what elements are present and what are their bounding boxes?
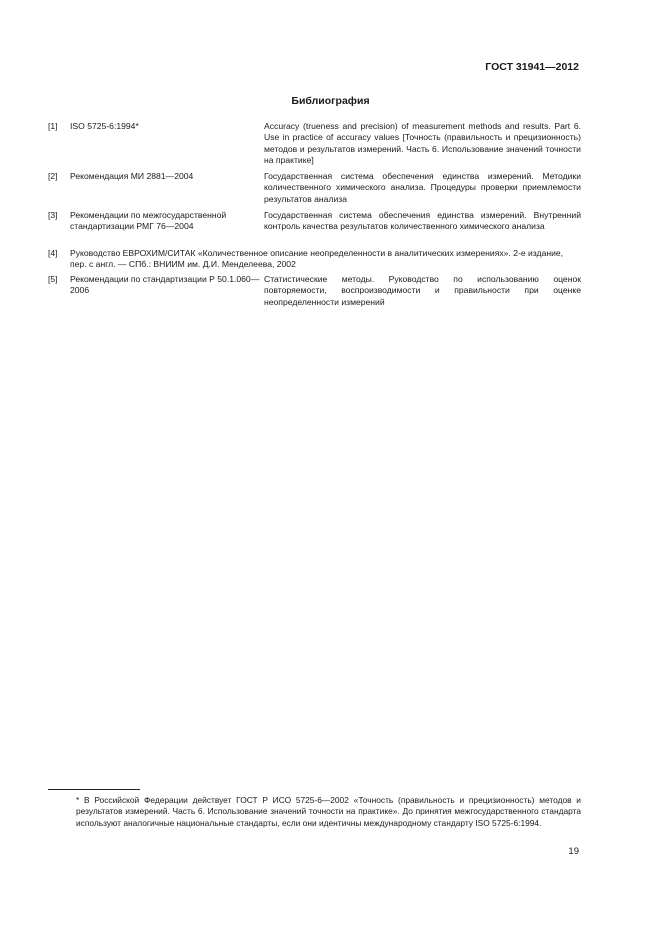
entry-number: [5] [48, 274, 58, 284]
footnote-text: * В Российской Федерации действует ГОСТ Р ИСО 5725-6—2002 «Точность (правильность и прецизионность) методов и результатов измерений. Часть 6. Использование значений точности на практике». До принятия межгосударственного стандарта используют аналогичные национальные стандарты, если они идентичны международному стандарту ISO 5725-6:1994. [76, 795, 581, 828]
footnote-separator [48, 789, 140, 790]
entry-description: Государственная система обеспечения единства измерений. Методики количественного химического анализа. Процедуры проверки приемлемости результатов анализа [264, 171, 581, 204]
entry-number: [3] [48, 210, 58, 220]
entry-full-text: Руководство ЕВРОХИМ/СИТАК «Количественное описание неопределенности в аналитических измерениях». 2-е издание, пер. с англ. — СПб.: ВНИИМ им. Д.И. Менделеева, 2002 [70, 248, 564, 270]
entry-number: [4] [48, 248, 58, 258]
entry-source: Рекомендация МИ 2881—2004 [70, 171, 194, 181]
entry-number: [1] [48, 121, 58, 131]
entry-source: Рекомендации по межгосударственной стандартизации РМГ 76—2004 [70, 210, 227, 232]
entry-source: ISO 5725-6:1994* [70, 121, 139, 131]
section-title: Библиография [291, 95, 370, 107]
entry-number: [2] [48, 171, 58, 181]
entry-description: Государственная система обеспечения единства измерений. Внутренний контроль качества результатов количественного химического анализа [264, 210, 581, 232]
entry-description: Accuracy (trueness and precision) of measurement methods and results. Part 6. Use in practice of accuracy values [Точность (правильность и прецизионность) методов и результатов измерений. Часть 6. Использование значений точности на практике] [264, 121, 581, 166]
entry-description: Статистические методы. Руководство по использованию оценок повторяемости, воспроизводимости и правильности при оценке неопределенности измерений [264, 274, 581, 307]
document-code-header: ГОСТ 31941—2012 [485, 61, 579, 73]
entry-source: Рекомендации по стандартизации Р 50.1.060—2006 [70, 274, 260, 296]
footnote [48, 795, 581, 829]
page-number: 19 [568, 846, 579, 857]
